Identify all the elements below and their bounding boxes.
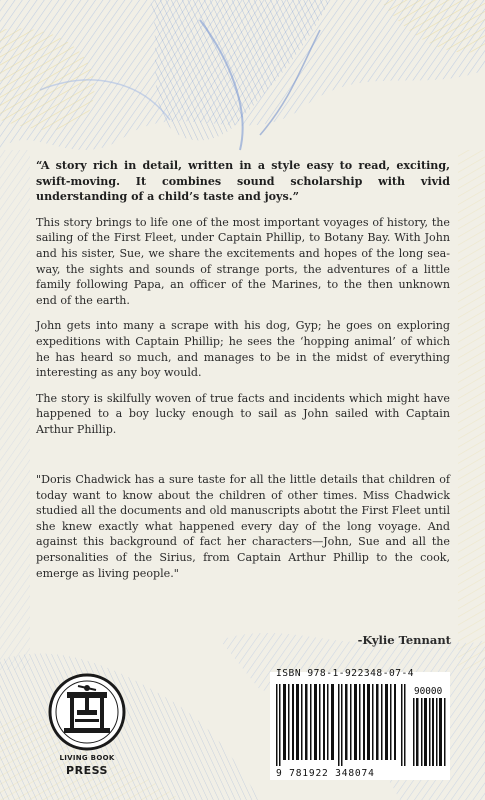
publisher-name-press: PRESS [66,764,108,777]
blurb-paragraph: John gets into many a scrape with his dog, Gyp; he goes on exploring expeditions with Captain Phillip; he sees the ‘hopping animal’ of which he has heard so much, and manages to be in the midst of everything interesting as any boy would. [36,319,450,380]
blurb-paragraph: The story is skilfully woven of true facts and incidents which might have happened to a boy lucky enough to sail as John sailed with Captain Arthur Phillip. [36,391,450,436]
isbn-number: ISBN 978-1-922348-07-4 [276,668,415,679]
book-press-icon [40,672,134,752]
ean-digits: 9 781922 348074 [276,768,375,779]
blurb-paragraph: This story brings to life one of the most important voyages of history, the sailing of the First Fleet, under Captain Phillip, to Botany Bay. With John and his sister, Sue, we share the excitements and hopes of the long sea-way, the sights and sounds of strange ports, the adventures of a little family following Papa, an officer of the Marines, to the then unknown end of the earth. [36,215,450,307]
price-code: 90000 [414,686,443,697]
ean-barcode [274,684,408,766]
publisher-logo [40,672,134,756]
publisher-name: LIVING BOOK [59,754,115,762]
addon-barcode [412,698,448,766]
review-quote: "Doris Chadwick has a sure taste for all the little details that children of today want to know about the children of other times. Miss Chadwick studied all the documents and old manuscripts abotıt the First Fleet until she knew exactly what happened every day of the long voyage. And against this background of fact her characters—John, Sue and all the personalities of the Sirius, from Captain Arthur Phillip to the cook, emerge as living people." [36,473,450,580]
review-attribution: -Kylie Tennant [357,633,451,647]
lead-quote: “A story rich in detail, written in a style easy to read, exciting, swift-moving. It combines sound scholarship with vivid understanding of a child’s taste and joys.” [36,159,450,204]
blurb [36,158,450,448]
